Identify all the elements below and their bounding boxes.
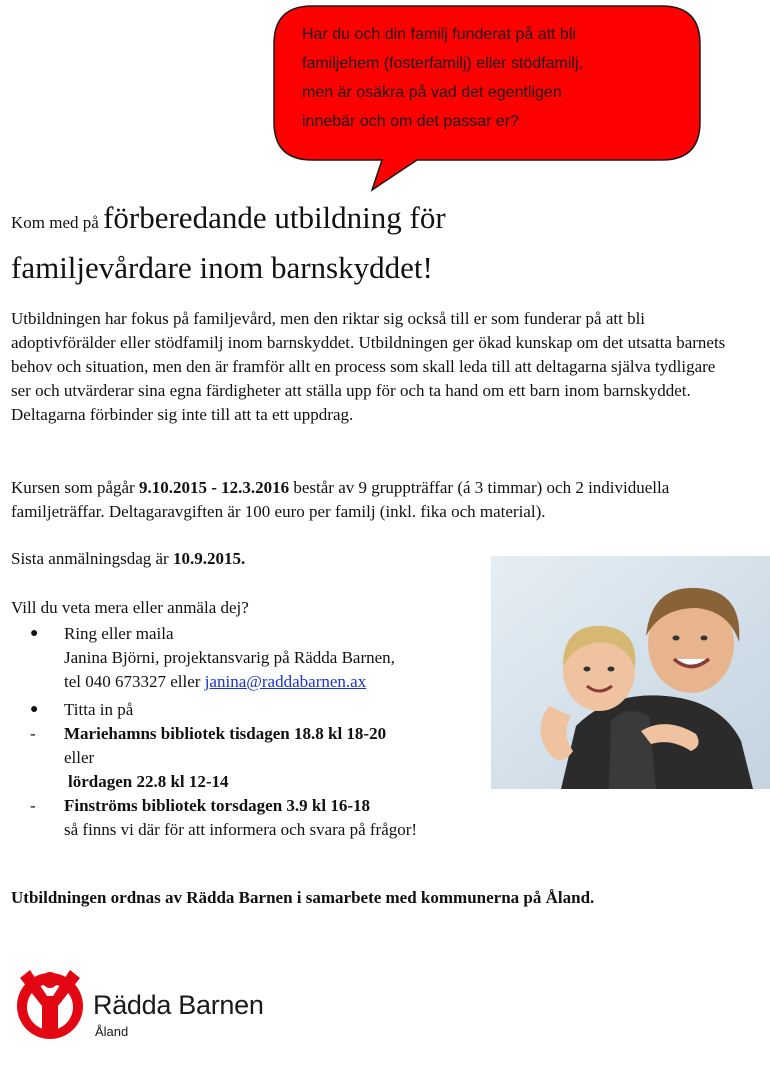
bubble-line: men är osäkra på vad det egentligen (302, 84, 562, 101)
bubble-question (302, 20, 687, 136)
logo-region: Åland (95, 1024, 129, 1039)
dash-symbol: - (30, 796, 36, 815)
deadline-date: 10.9.2015. (172, 549, 246, 568)
dash-symbol: - (30, 724, 36, 743)
speech-bubble (272, 4, 702, 194)
children-photo-illustration (491, 556, 770, 789)
logo-name: Rädda Barnen (93, 990, 264, 1020)
list-item (30, 794, 510, 842)
course-paragraph (11, 476, 731, 524)
contact-list (30, 622, 510, 842)
event-2: Finströms bibliotek torsdagen 3.9 kl 16-18 (64, 796, 371, 815)
bubble-line: Har du och din familj funderat på att bli (302, 26, 576, 43)
footer-organizer: Utbildningen ordnas av Rädda Barnen i samarbete med kommunerna på Åland. (11, 888, 595, 907)
rädda-barnen-logo-icon (14, 960, 90, 1044)
bubble-line: familjehem (fosterfamilj) eller stödfamilj, (302, 55, 583, 72)
list-item (30, 722, 510, 794)
bullet-symbol: ● (30, 626, 39, 641)
bullet-symbol: ● (30, 702, 39, 717)
title-line-2: familjevårdare inom barnskyddet! (11, 250, 433, 285)
bullet-title: Ring eller maila (64, 624, 174, 643)
contact-question: Vill du veta mera eller anmäla dej? (11, 598, 249, 617)
event-1: Mariehamns bibliotek tisdagen 18.8 kl 18-20 (64, 724, 387, 743)
contact-name: Janina Björni, projektansvarig på Rädda Barnen, (64, 648, 395, 667)
list-item (30, 698, 510, 722)
list-item (30, 622, 510, 694)
contact-phone-line (64, 670, 510, 694)
logo (14, 960, 294, 1050)
course-text-1: Kursen som pågår (11, 478, 139, 497)
event-1-alt: lördagen 22.8 kl 12-14 (68, 772, 229, 791)
closing-text: så finns vi där för att informera och svara på frågor! (64, 820, 418, 839)
event-1-or: eller (64, 748, 95, 767)
title-line-1: förberedande utbildning för (103, 200, 446, 235)
bubble-line: innebär och om det passar er? (302, 113, 520, 130)
title-prefix: Kom med på (11, 213, 104, 232)
email-link[interactable]: janina@raddabarnen.ax (204, 672, 367, 691)
course-text-2: består av 9 gruppträffar (á 3 timmar) och 2 individuella familjeträffar. Deltagaravgiften är 100 euro per familj (inkl. fika och material). (11, 478, 670, 521)
children-photo (491, 556, 770, 789)
bullet-title: Titta in på (64, 700, 134, 719)
page-title (11, 196, 711, 296)
course-dates: 9.10.2015 - 12.3.2016 (138, 478, 290, 497)
deadline-label: Sista anmälningsdag är (11, 549, 173, 568)
intro-paragraph: Utbildningen har fokus på familjevård, men den riktar sig också till er som funderar på att bli adoptivförälder eller stödfamilj inom barnskyddet. Utbildningen ger ökad kunskap om det utsatta barnets behov och situation, men den är framför allt en process som skall leda till att deltagarna själva tydligare ser och utvärderar sina egna färdigheter att ställa upp för och ta hand om ett barn inom barnskyddet. Deltagarna förbinder sig inte till att ta ett uppdrag. (11, 309, 726, 424)
contact-phone: tel 040 673327 eller (64, 672, 205, 691)
